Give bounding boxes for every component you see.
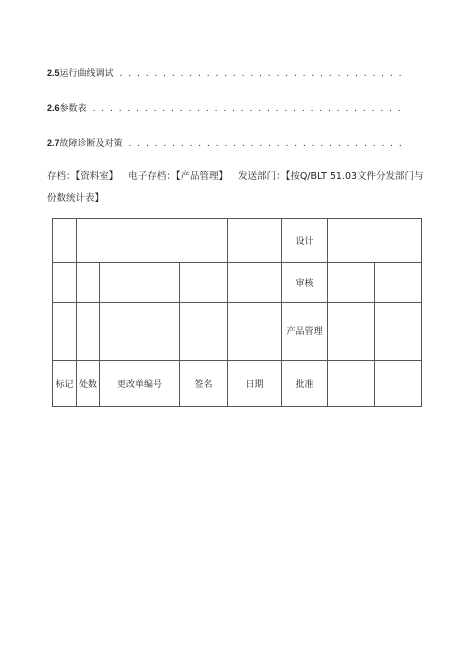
count-header: 处数 xyxy=(77,361,100,407)
table-cell xyxy=(53,263,77,303)
design-signature-cell[interactable] xyxy=(328,219,422,263)
toc-entry-2-7[interactable] xyxy=(47,136,403,149)
toc-entry-2-6[interactable] xyxy=(47,101,402,114)
table-cell xyxy=(228,263,282,303)
product-mgmt-label xyxy=(282,303,328,361)
archive-label: 存档： xyxy=(47,171,76,182)
toc-number: 2.6 xyxy=(47,103,60,113)
date-header: 日期 xyxy=(228,361,282,407)
toc-leader-dots: . . . . . . . . . . . . . . . . . . . . . . . . . . . . . . . . xyxy=(128,139,404,149)
review-signature-cell[interactable] xyxy=(328,263,375,303)
e-archive-value: 【产品管理】 xyxy=(175,171,229,182)
distribution-info xyxy=(47,166,427,210)
table-cell xyxy=(77,303,100,361)
table-cell xyxy=(77,263,100,303)
table-cell xyxy=(180,263,228,303)
archive-value: 【资料室】 xyxy=(75,171,119,182)
table-cell xyxy=(53,219,77,263)
toc-leader-dots: . . . . . . . . . . . . . . . . . . . . . . . . . . . . . . . . . . . . xyxy=(92,104,403,114)
approve-label: 批准 xyxy=(282,361,328,407)
send-dept-value: 【按Q/BLT 51.03文件分发部门与份数统计表】 xyxy=(47,171,424,204)
toc-leader-dots: . . . . . . . . . . . . . . . . . . . . . . . . . . . . . . . . . xyxy=(119,69,403,79)
product-mgmt-signature-cell[interactable] xyxy=(328,303,375,361)
table-cell xyxy=(228,219,282,263)
e-archive-label: 电子存档： xyxy=(128,171,176,182)
table-cell xyxy=(53,303,77,361)
send-dept-label: 发送部门： xyxy=(238,171,286,182)
product-mgmt-date-cell[interactable] xyxy=(375,303,422,361)
toc-number: 2.5 xyxy=(47,68,60,78)
signature-header: 签名 xyxy=(180,361,228,407)
approve-signature-cell[interactable] xyxy=(328,361,375,407)
design-label: 设计 xyxy=(282,219,328,263)
table-cell xyxy=(180,303,228,361)
product-mgmt-text: 产品管理 xyxy=(286,326,323,337)
toc-entry-2-5[interactable] xyxy=(47,66,403,79)
review-date-cell[interactable] xyxy=(375,263,422,303)
table-cell xyxy=(77,219,228,263)
approve-date-cell[interactable] xyxy=(375,361,422,407)
toc-title: 故障诊断及对策 xyxy=(59,139,123,149)
change-number-header: 更改单编号 xyxy=(100,361,180,407)
table-cell xyxy=(228,303,282,361)
toc-number: 2.7 xyxy=(47,138,60,148)
mark-header: 标记 xyxy=(53,361,77,407)
table-cell xyxy=(100,303,180,361)
table-cell xyxy=(100,263,180,303)
toc-title: 参数表 xyxy=(59,104,87,114)
review-label: 审核 xyxy=(282,263,328,303)
signoff-revision-table xyxy=(52,218,422,407)
toc-title: 运行曲线调试 xyxy=(59,69,114,79)
